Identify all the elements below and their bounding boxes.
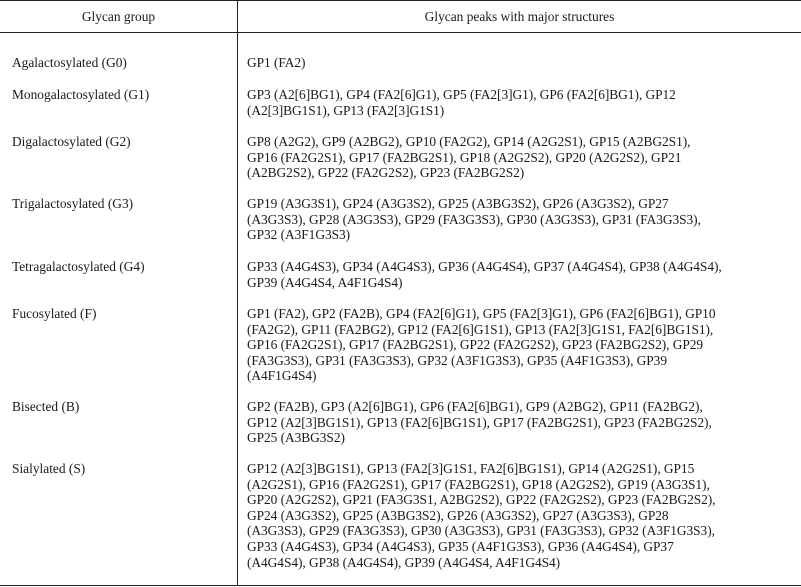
- row-group-label: Monogalactosylated (G1): [12, 87, 150, 102]
- row-peaks: GP8 (A2G2), GP9 (A2BG2), GP10 (FA2G2), GP14 (A2G2S1), GP15 (A2BG2S1), GP16 (FA2G2S1), GP17 (FA2BG2S1), GP18 (A2G2S2), GP20 (A2G2S2), GP21 (A2BG2S2), GP22 (FA2G2S2), GP23 (FA2BG2S2): [247, 134, 691, 181]
- column-divider: [237, 1, 238, 585]
- row-group-label: Bisected (B): [12, 399, 80, 414]
- row-group-label: Agalactosylated (G0): [12, 55, 127, 70]
- row-peaks: GP33 (A4G4S3), GP34 (A4G4S3), GP36 (A4G4S4), GP37 (A4G4S4), GP38 (A4G4S4), GP39 (A4G4S4, A4F1G4S4): [247, 259, 722, 290]
- row-group-label: Fucosylated (F): [12, 306, 97, 321]
- row-group-label: Trigalactosylated (G3): [12, 196, 134, 211]
- row-peaks: GP2 (FA2B), GP3 (A2[6]BG1), GP6 (FA2[6]BG1), GP9 (A2BG2), GP11 (FA2BG2), GP12 (A2[3]BG1S1), GP13 (FA2[6]BG1S1), GP17 (FA2BG2S1), GP23 (FA2BG2S2), GP25 (A3BG3S2): [247, 399, 712, 446]
- row-peaks: GP3 (A2[6]BG1), GP4 (FA2[6]G1), GP5 (FA2[3]G1), GP6 (FA2[6]BG1), GP12 (A2[3]BG1S1), GP13 (FA2[3]G1S1): [247, 87, 676, 118]
- row-peaks: GP1 (FA2), GP2 (FA2B), GP4 (FA2[6]G1), GP5 (FA2[3]G1), GP6 (FA2[6]BG1), GP10 (FA2G2), GP11 (FA2BG2), GP12 (FA2[6]G1S1), GP13 (FA2[3]G1S1, FA2[6]BG1S1), GP16 (FA2G2S1), GP17 (FA2BG2S1), GP22 (FA2G2S2), GP23 (FA2BG2S2), GP29 (FA3G3S3), GP31 (FA3G3S3), GP32 (A3F1G3S3), GP35 (A4F1G3S3), GP39 (A4F1G4S4): [247, 306, 716, 384]
- table-header: [0, 1, 801, 33]
- row-peaks: GP1 (FA2): [247, 55, 306, 70]
- row-peaks: GP12 (A2[3]BG1S1), GP13 (FA2[3]G1S1, FA2[6]BG1S1), GP14 (A2G2S1), GP15 (A2G2S1), GP16 (FA2G2S1), GP17 (FA2BG2S1), GP18 (A2G2S2), GP19 (A3G3S1), GP20 (A2G2S2), GP21 (FA3G3S1, A2BG2S2), GP22 (FA2G2S2), GP23 (FA2BG2S2), GP24 (A3G3S2), GP25 (A3BG3S2), GP26 (A3G3S2), GP27 (A3G3S3), GP28 (A3G3S3), GP29 (FA3G3S3), GP30 (A3G3S3), GP31 (FA3G3S3), GP32 (A3F1G3S3), GP33 (A4G4S3), GP34 (A4G4S3), GP35 (A4F1G3S3), GP36 (A4G4S4), GP37 (A4G4S4), GP38 (A4G4S4), GP39 (A4G4S4, A4F1G4S4): [247, 461, 716, 570]
- row-peaks: GP19 (A3G3S1), GP24 (A3G3S2), GP25 (A3BG3S2), GP26 (A3G3S2), GP27 (A3G3S3), GP28 (A3G3S3), GP29 (FA3G3S3), GP30 (A3G3S3), GP31 (FA3G3S3), GP32 (A3F1G3S3): [247, 196, 701, 243]
- row-group-label: Sialylated (S): [12, 461, 86, 476]
- row-group-label: Digalactosylated (G2): [12, 134, 131, 149]
- header-glycan-group: Glycan group: [81, 9, 156, 24]
- row-group-label: Tetragalactosylated (G4): [12, 259, 145, 274]
- header-glycan-peaks: Glycan peaks with major structures: [424, 9, 615, 24]
